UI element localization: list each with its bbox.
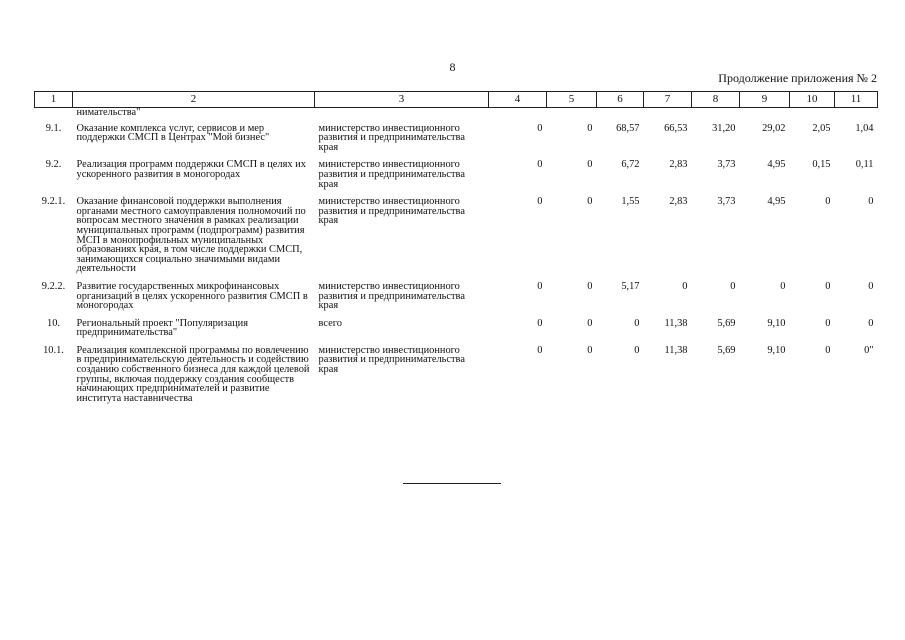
row-value: 0 [587,317,593,329]
row-value: 11,38 [664,317,688,329]
row-value: 11,38 [664,344,688,356]
row-value: 0 [682,280,688,292]
table-row [35,122,878,159]
column-header: 11 [835,92,878,108]
row-value: 0,15 [812,159,831,171]
column-header: 5 [547,92,597,108]
table-row [35,280,878,317]
row-value: 0,11 [855,159,874,171]
row-executor: министерство инвестиционного развития и предпринимательства края [318,344,465,376]
row-name: Реализация комплексной программы по вовлечению в предпринимательскую деятельность и содействию созданию собственного бизнеса для каждой целевой группы, включая поддержку создания сообществ начинающих предпринимателей и развитие института наставничества [76,344,310,404]
row-value [692,108,740,122]
row-value: 0 [587,280,593,292]
row-value: 0 [537,280,543,292]
row-value [489,108,547,122]
row-executor: министерство инвестиционного развития и предпринимательства края [318,280,465,312]
row-value: 0 [825,280,831,292]
row-value: 4,95 [767,159,786,171]
row-value: 0 [730,280,736,292]
row-value: 31,20 [712,122,736,134]
row-value: 0 [868,280,874,292]
row-value: 0" [864,344,874,356]
row-value: 2,05 [812,122,831,134]
row-value: 0 [587,122,593,134]
row-value: 0 [587,196,593,208]
column-header: 3 [315,92,489,108]
row-value: 0 [537,122,543,134]
row-value: 0 [634,344,640,356]
row-value: 3,73 [717,159,736,171]
row-value [835,108,878,122]
row-number: 9.2.2. [41,280,66,292]
row-number: 9.2. [45,159,62,171]
row-value: 9,10 [767,317,786,329]
row-value: 0 [825,196,831,208]
footer-divider [403,483,501,484]
row-value: 29,02 [762,122,786,134]
row-value: 1,04 [855,122,874,134]
row-value [597,108,644,122]
row-executor: министерство инвестиционного развития и предпринимательства края [318,196,465,227]
row-value [547,108,597,122]
row-value [644,108,692,122]
row-number [35,108,73,122]
row-value: 0 [868,317,874,329]
row-number: 9.2.1. [41,196,66,208]
row-name: Оказание финансовой поддержки выполнения органами местного самоуправления полномочий по вопросам местного значения в рамках реализации муниципальных программ (подпрограмм) развития МСП в монопрофильных муниципальных образованиях края, в том числе поддержки СМСП, занимающихся социально значимыми видами деятельности [76,196,306,275]
row-executor: всего [318,317,342,329]
row-value: 0 [537,344,543,356]
table-row [35,195,878,280]
row-name: Реализация программ поддержки СМСП в целях их ускоренного развития в моногородах [76,159,306,180]
row-value [740,108,790,122]
row-value: 3,73 [717,196,736,208]
row-value: 0 [587,159,593,171]
row-number: 10. [47,317,60,329]
row-value: 0 [537,159,543,171]
row-value: 0 [825,317,831,329]
row-number: 9.1. [45,122,62,134]
column-header: 9 [740,92,790,108]
row-name: нимательства" [76,107,141,118]
row-value: 0 [587,344,593,356]
column-header: 6 [597,92,644,108]
row-executor: министерство инвестиционного развития и предпринимательства края [318,122,465,153]
row-value: 9,10 [767,344,786,356]
row-name: Региональный проект "Популяризация предпринимательства" [76,317,248,339]
row-value: 2,83 [669,159,688,171]
row-value: 0 [780,280,786,292]
header-row [35,92,878,108]
table-row [35,317,878,344]
row-value: 68,57 [616,122,640,134]
row-value: 66,53 [664,122,688,134]
row-value: 5,69 [717,317,736,329]
row-value [790,108,835,122]
row-value: 4,95 [767,196,786,208]
row-value: 2,83 [669,196,688,208]
row-number: 10.1. [43,344,64,356]
row-value: 0 [537,196,543,208]
data-table [34,91,878,409]
column-header: 4 [489,92,547,108]
table-row [35,344,878,410]
page-number: 8 [449,60,456,74]
row-value: 0 [537,317,543,329]
column-header: 10 [790,92,835,108]
row-value: 0 [634,317,640,329]
row-value: 5,17 [621,280,640,292]
table-row [35,108,878,122]
column-header: 1 [35,92,73,108]
row-value: 0 [825,344,831,356]
row-value: 0 [868,196,874,208]
table-row [35,158,878,195]
row-value: 1,55 [621,196,640,208]
column-header: 2 [73,92,315,108]
row-value: 5,69 [717,344,736,356]
row-executor [315,108,489,122]
row-value: 6,72 [621,159,640,171]
continuation-label: Продолжение приложения № 2 [718,71,877,85]
column-header: 8 [692,92,740,108]
row-name: Оказание комплекса услуг, сервисов и мер поддержки СМСП в Центрах "Мой бизнес" [76,122,270,144]
row-name: Развитие государственных микрофинансовых организаций в целях ускоренного развития СМСП в моногородах [76,280,308,312]
column-header: 7 [644,92,692,108]
row-executor: министерство инвестиционного развития и предпринимательства края [318,159,465,190]
